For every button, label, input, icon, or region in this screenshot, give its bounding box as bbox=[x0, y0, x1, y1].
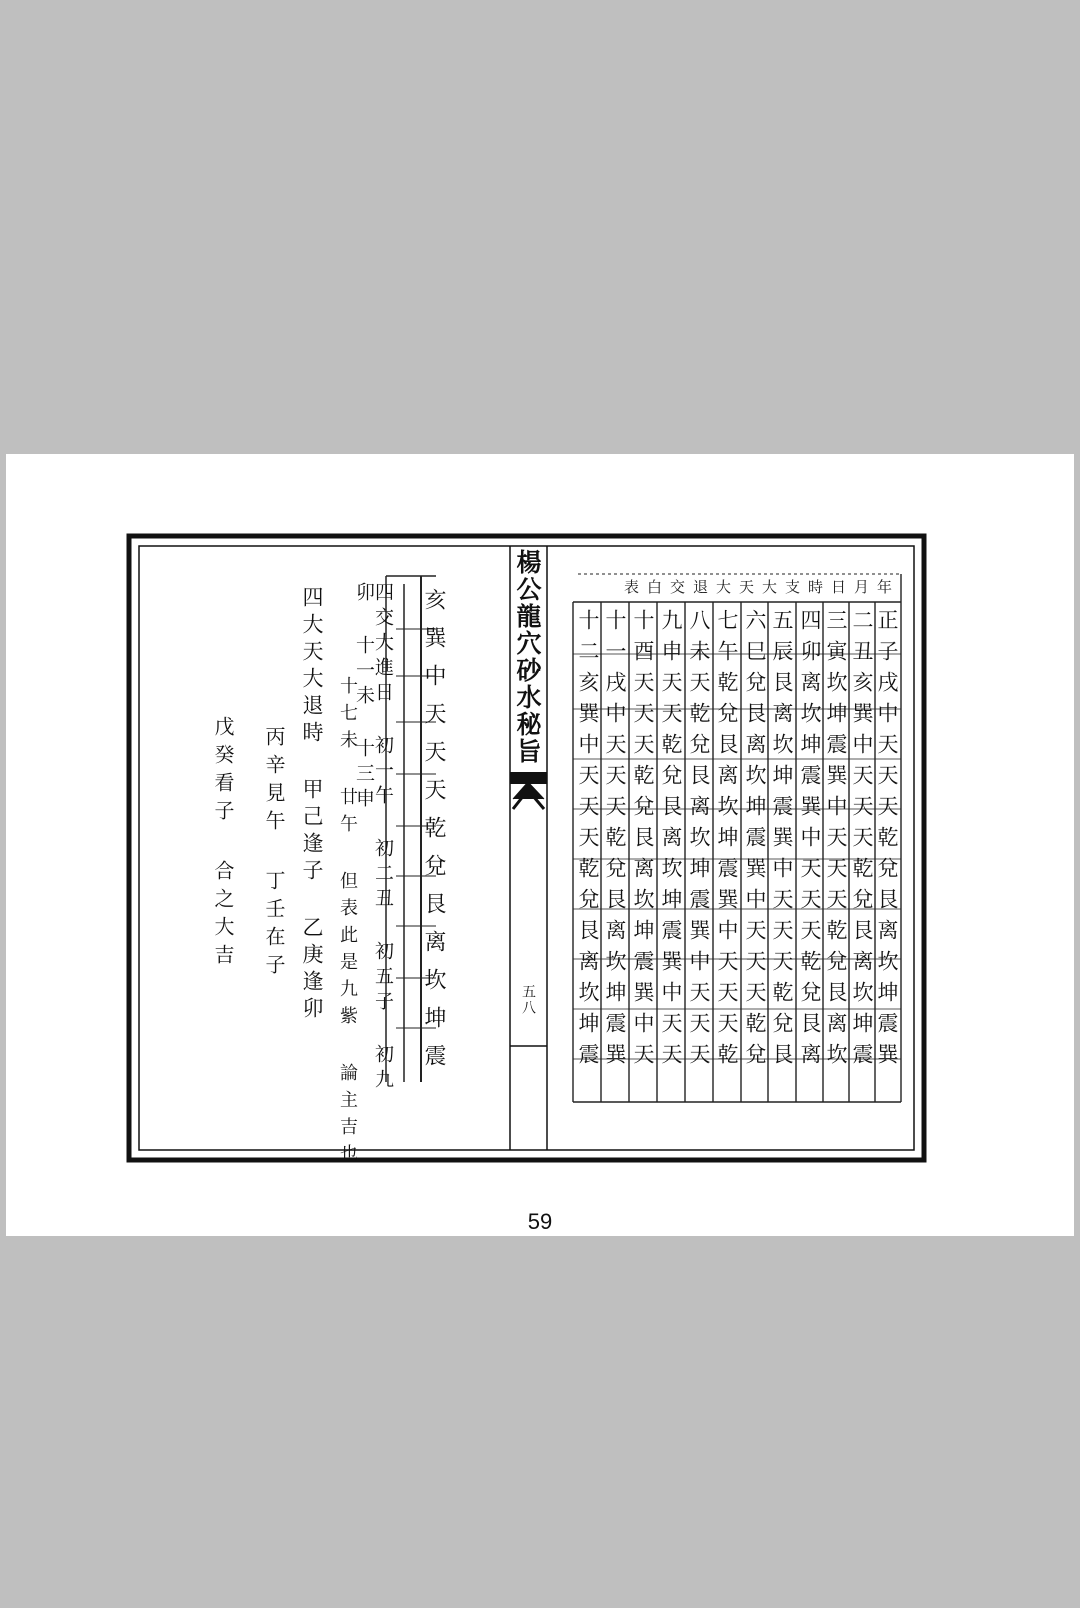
leaf-number: 五八 bbox=[520, 984, 536, 1016]
table-column: 八未天乾兌艮离坎坤震巽中天天天 bbox=[687, 609, 711, 1074]
note-line-2: 四交大進日 初一午 初二丑 初五子 初九卯 十一未 十三申 bbox=[353, 582, 394, 1094]
note-line-4: 四大天大退時 甲己逢子 乙庚逢卯 bbox=[300, 586, 324, 1024]
table-column: 六巳兌艮离坎坤震巽中天天天乾兌 bbox=[743, 609, 767, 1074]
table-column: 七午乾兌艮离坎坤震巽中天天天乾 bbox=[715, 609, 739, 1074]
page-number: 59 bbox=[527, 1209, 553, 1234]
table-column: 三寅坎坤震巽中天天天乾兌艮离坎 bbox=[824, 609, 848, 1074]
table-column: 正子戌中天天天乾兌艮离坎坤震巽 bbox=[875, 609, 899, 1074]
table-column: 九申天天乾兌艮离坎坤震巽中天天 bbox=[659, 609, 683, 1074]
book-title: 楊公龍穴砂水秘旨 bbox=[513, 549, 542, 765]
note-line-5: 丙辛見午 丁壬在子 bbox=[262, 726, 286, 982]
book-page bbox=[6, 454, 1074, 1236]
note-line-6: 戊癸看子 合之大吉 bbox=[211, 716, 235, 972]
note-line-1: 亥巽中天天天乾兌艮离坎坤震 bbox=[421, 588, 446, 1082]
table-column: 四卯离坎坤震巽中天天天乾兌艮离 bbox=[798, 609, 822, 1074]
table-header: 年月日時支大天大退交白表 bbox=[623, 578, 900, 596]
table-column: 二丑亥巽中天天天乾兌艮离坎坤震 bbox=[850, 609, 874, 1074]
table-column: 五辰艮离坎坤震巽中天天天乾兌艮 bbox=[770, 609, 794, 1074]
table-column: 十一戌中天天天乾兌艮离坎坤震巽 bbox=[603, 609, 627, 1074]
table-column: 十酉天天天乾兌艮离坎坤震巽中天 bbox=[631, 609, 655, 1074]
note-line-3: 十七未 廿午 但表此是九紫 論主吉也 bbox=[337, 676, 358, 1171]
table-column: 十二亥巽中天天天乾兌艮离坎坤震 bbox=[576, 609, 600, 1074]
